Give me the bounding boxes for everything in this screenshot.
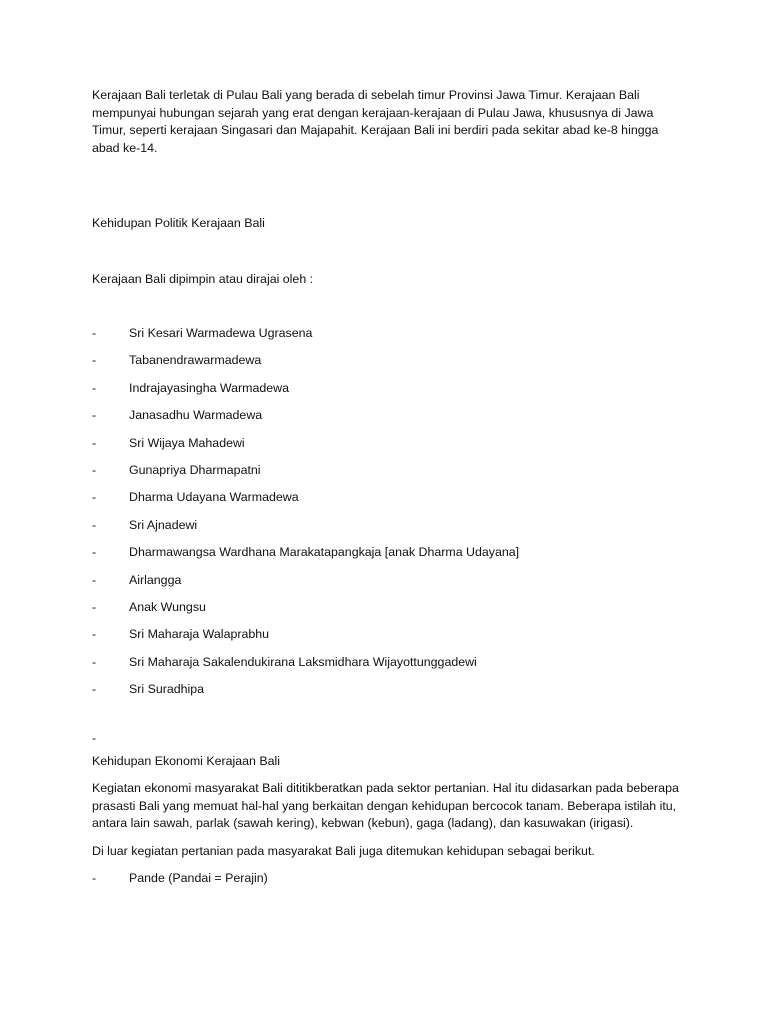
ruler-name: Tabanendrawarmadewa [129, 353, 262, 368]
ekonomi-heading: Kehidupan Ekonomi Kerajaan Bali [92, 753, 281, 768]
list-item [92, 352, 682, 379]
list-bullet: - [92, 517, 97, 532]
ruler-name: Sri Maharaja Sakalendukirana Laksmidhara Wijayottunggadewi [129, 654, 477, 669]
politik-lead: Kerajaan Bali dipimpin atau dirajai oleh : [92, 271, 314, 286]
list-bullet: - [92, 380, 97, 395]
list-bullet: - [92, 572, 97, 587]
list-bullet: - [92, 490, 97, 505]
list-bullet: - [92, 462, 97, 477]
list-item [92, 489, 682, 516]
list-item [92, 435, 682, 462]
ruler-name: Sri Kesari Warmadewa Ugrasena [129, 326, 313, 340]
list-item [92, 462, 682, 489]
list-bullet: - [92, 871, 97, 886]
list-bullet: - [92, 326, 97, 340]
intro-paragraph: Kerajaan Bali terletak di Pulau Bali yang berada di sebelah timur Provinsi Jawa Timur. Kerajaan Bali mempunyai hubungan sejarah yang erat dengan kerajaan-kerajaan di Pulau Jawa, khususnya di Jawa Timur, seperti kerajaan Singasari dan Majapahit. Kerajaan Bali ini berdiri pada sekitar abad ke-8 hingga abad ke-14. [92, 88, 659, 155]
trailing-dash: - [92, 731, 97, 746]
list-item [92, 517, 682, 544]
ruler-name: Janasadhu Warmadewa [129, 408, 263, 423]
list-item [92, 626, 682, 653]
rulers-list [92, 325, 682, 708]
ekonomi-list [92, 870, 682, 897]
list-bullet: - [92, 627, 97, 642]
politik-heading: Kehidupan Politik Kerajaan Bali [92, 216, 265, 230]
list-bullet: - [92, 654, 97, 669]
ruler-name: Sri Suradhipa [129, 682, 205, 697]
ekonomi-paragraph-1: Kegiatan ekonomi masyarakat Bali dititikberatkan pada sektor pertanian. Hal itu didasarkan pada beberapa prasasti Bali yang memuat hal-hal yang berkaitan dengan kehidupan bercocok tanam. Beberapa istilah itu, antara lain sawah, parlak (sawah kering), kebwan (kebun), gaga (ladang), dan kasuwakan (irigasi). [92, 781, 679, 831]
list-bullet: - [92, 435, 97, 450]
ekonomi-item: Pande (Pandai = Perajin) [129, 871, 268, 886]
list-bullet: - [92, 545, 97, 560]
list-item [92, 599, 682, 626]
ruler-name: Sri Ajnadewi [129, 517, 198, 532]
list-bullet: - [92, 408, 97, 423]
ruler-name: Airlangga [129, 572, 182, 587]
ruler-name: Anak Wungsu [129, 599, 206, 614]
ruler-name: Indrajayasingha Warmadewa [129, 380, 290, 395]
list-item [92, 681, 682, 708]
list-bullet: - [92, 599, 97, 614]
ruler-name: Dharma Udayana Warmadewa [129, 490, 299, 505]
list-item [92, 407, 682, 434]
list-bullet: - [92, 682, 97, 697]
list-item [92, 380, 682, 407]
ruler-name: Dharmawangsa Wardhana Marakatapangkaja [anak Dharma Udayana] [129, 545, 520, 560]
list-item [92, 870, 682, 897]
list-item [92, 325, 682, 352]
list-item [92, 544, 682, 571]
ruler-name: Sri Maharaja Walaprabhu [129, 627, 270, 642]
list-item [92, 654, 682, 681]
ruler-name: Gunapriya Dharmapatni [129, 462, 261, 477]
ruler-name: Sri Wijaya Mahadewi [129, 435, 245, 450]
document-page [92, 87, 682, 898]
list-bullet: - [92, 353, 97, 368]
list-item [92, 572, 682, 599]
ekonomi-paragraph-2: Di luar kegiatan pertanian pada masyarakat Bali juga ditemukan kehidupan sebagai berikut. [92, 843, 595, 858]
